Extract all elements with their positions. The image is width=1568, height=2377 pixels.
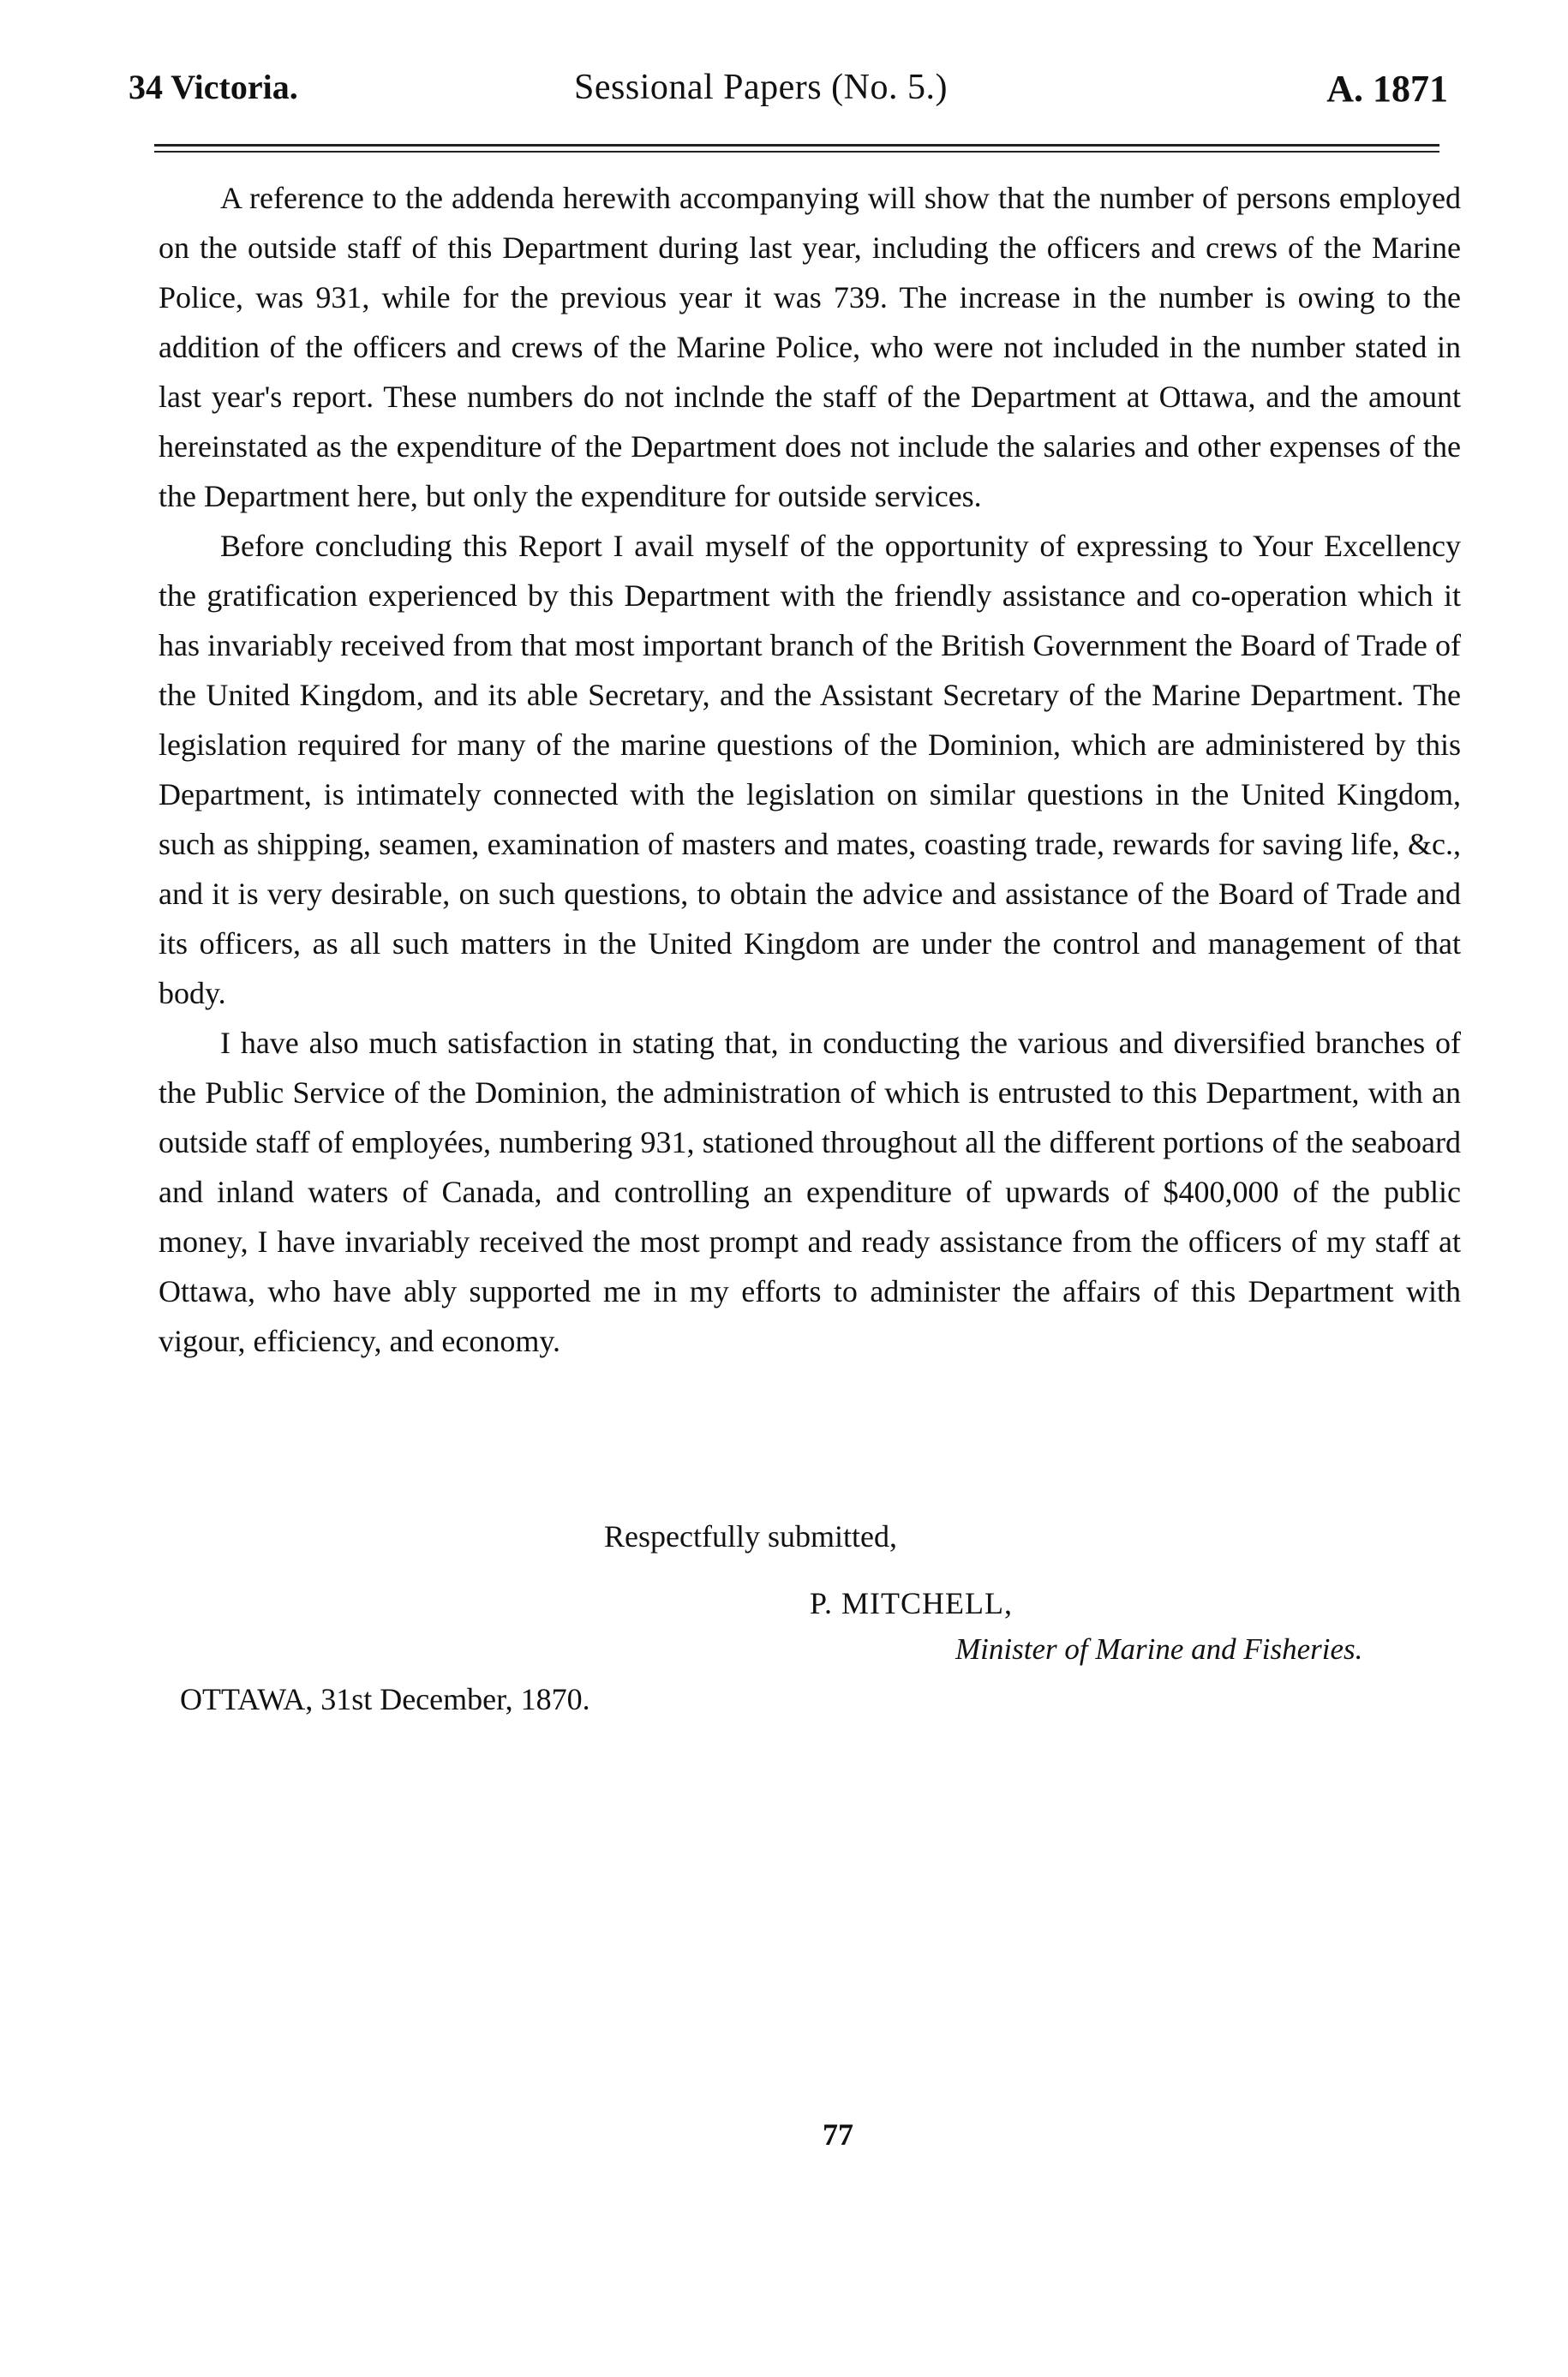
signature-title: Minister of Marine and Fisheries. bbox=[955, 1632, 1363, 1666]
page-number: 77 bbox=[823, 2117, 853, 2152]
paragraph-acknowledgement: Before concluding this Report I avail myself of the opportunity of expressing to Your Excellency the gratification experienced by this Department with the friendly assistance and co-operation which it has invariably received from that most important branch of the British Government the Board of Trade of the United Kingdom, and its able Secretary, and the Assistant Secretary of the Marine Department. The legislation required for many of the marine questions of the Dominion, which are administered by this Department, is intimately connected with the legislation on similar questions in the United Kingdom, such as shipping, seamen, examination of masters and mates, coasting trade, rewards for saving life, &c., and it is very desirable, on such questions, to obtain the advice and assistance of the Board of Trade and its officers, as all such matters in the United Kingdom are under the control and management of that body. bbox=[159, 529, 1461, 1010]
header-rule bbox=[154, 144, 1439, 147]
header-rule-secondary bbox=[154, 151, 1439, 153]
date-line: OTTAWA, 31st December, 1870. bbox=[180, 1682, 590, 1716]
signature-name: P. MITCHELL, bbox=[810, 1586, 1013, 1620]
closing-line: Respectfully submitted, bbox=[604, 1519, 897, 1554]
header-title: Sessional Papers (No. 5.) bbox=[574, 68, 948, 107]
header-volume: 34 Victoria. bbox=[129, 68, 298, 106]
header-year: A. 1871 bbox=[1326, 68, 1448, 110]
paragraph-satisfaction: I have also much satisfaction in stating that, in conducting the various and diversified branches of the Public Service of the Dominion, the administration of which is entrusted to this Department, with an outside staff of employées, numbering 931, stationed throughout all the different portions of the seaboard and inland waters of Canada, and controlling an expenditure of upwards of $400,000 of the public money, I have invariably received the most prompt and ready assistance from the officers of my staff at Ottawa, who have ably supported me in my efforts to administer the affairs of this Department with vigour, efficiency, and economy. bbox=[159, 1026, 1461, 1358]
report-body bbox=[159, 173, 1461, 1366]
paragraph-staff-numbers: A reference to the addenda herewith accompanying will show that the number of persons employed on the outside staff of this Department during last year, including the officers and crews of the Marine Police, was 931, while for the previous year it was 739. The increase in the number is owing to the addition of the officers and crews of the Marine Police, who were not included in the number stated in last year's report. These numbers do not inclnde the staff of the Department at Ottawa, and the amount hereinstated as the expenditure of the Department does not include the salaries and other expenses of the the Department here, but only the expenditure for outside services. bbox=[159, 181, 1461, 513]
page-header bbox=[129, 67, 1448, 118]
